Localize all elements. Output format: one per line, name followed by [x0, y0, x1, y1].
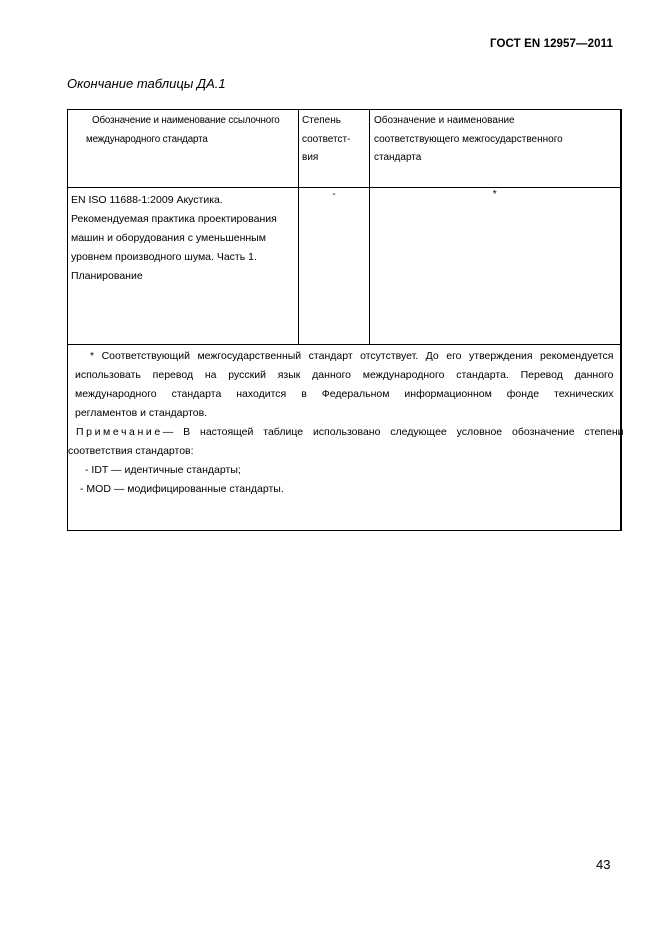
header-reference-line2: международного стандарта: [86, 133, 208, 145]
page-number: 43: [596, 857, 611, 872]
note-text: — В настоящей таблице использовано следующее условное обозначение степени: [162, 426, 624, 438]
header-degree-of-conformity: Степень соответст- вия: [299, 110, 370, 188]
footnote-cell: [68, 345, 624, 531]
footnote-line: регламентов и стандартов.: [75, 407, 208, 419]
list-item-idt: - IDT — идентичные стандарты;: [85, 464, 241, 476]
footnote-line: использовать перевод на русский язык данного международного стандарта. Перевод данного: [75, 369, 614, 381]
list-item-mod: - MOD — модифицированные стандарты.: [80, 483, 284, 495]
header-corresponding-standard: Обозначение и наименование соответствующего межгосударственного стандарта: [370, 110, 621, 188]
cell-reference-standard: EN ISO 11688-1:2009 Акустика. Рекомендуемая практика проектирования машин и оборудования с уменьшенным уровнем производного шума. Часть 1. Планирование: [68, 188, 299, 345]
footnote-line: * Соответствующий межгосударственный стандарт отсутствует. До его утверждения рекомендуется: [90, 350, 614, 362]
footnote-row: [68, 345, 621, 531]
footnote-line: международного стандарта находится в Федеральном информационном фонде технических: [75, 388, 614, 400]
note-label: Примечание: [76, 426, 163, 438]
table-caption: Окончание таблицы ДА.1: [67, 76, 226, 91]
table-row: [68, 188, 621, 345]
header-reference-line1: Обозначение и наименование ссылочного: [92, 115, 280, 126]
cell-corresponding-standard: *: [370, 188, 621, 345]
standards-table: [67, 109, 622, 531]
note-line: [68, 423, 624, 442]
standard-code: ГОСТ EN 12957—2011: [490, 38, 613, 50]
header-reference-standard: [68, 110, 299, 188]
cell-degree-of-conformity: -: [299, 188, 370, 345]
note-line: соответствия стандартов:: [68, 445, 194, 457]
table-header-row: [68, 110, 621, 188]
